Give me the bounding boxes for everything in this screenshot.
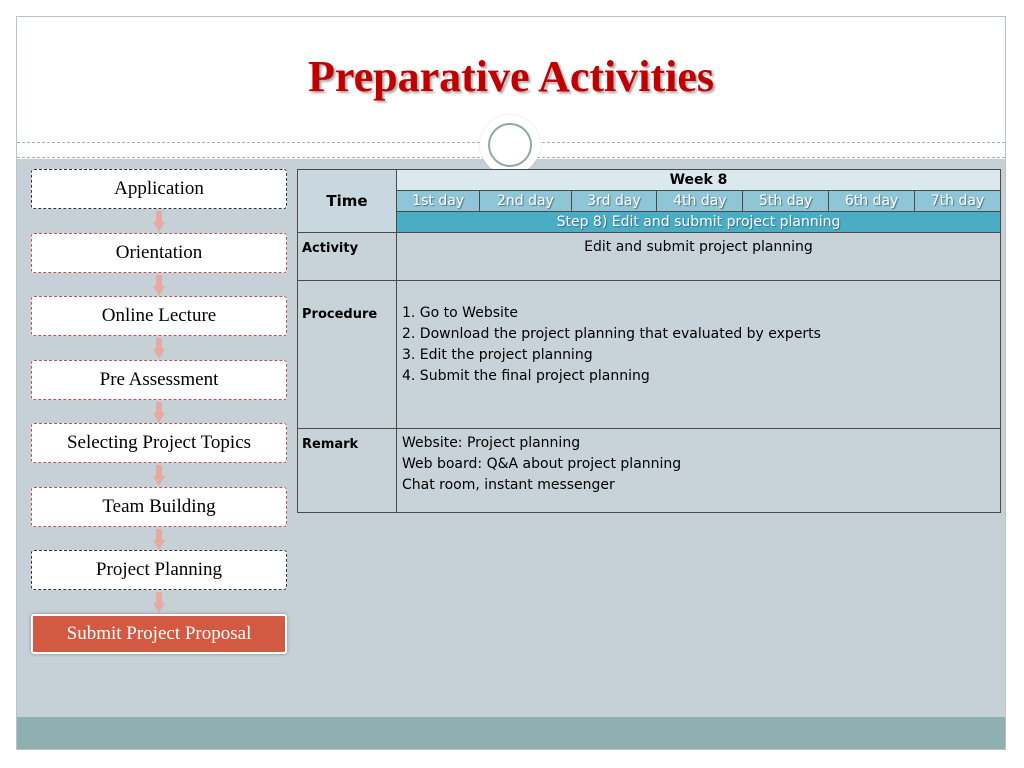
down-arrow-icon [153,275,165,297]
table-row [298,233,1001,281]
day-header: 2nd day [480,191,571,212]
down-arrow-icon [153,465,165,487]
down-arrow-icon [153,592,165,614]
table-row [298,212,1001,233]
ring-ornament-icon [480,115,540,175]
table-row [298,191,1001,212]
week-header: Week 8 [397,170,1001,191]
procedure-label: Procedure [298,281,397,429]
flow-step-project-planning: Project Planning [31,550,287,590]
procedure-line: 3. Edit the project planning [402,347,593,363]
down-arrow-icon [153,338,165,360]
down-arrow-icon [153,211,165,233]
activity-value: Edit and submit project planning [397,233,1001,281]
flow-step-pre-assessment: Pre Assessment [31,360,287,400]
ring-inner [488,123,532,167]
down-arrow-icon [153,529,165,551]
table-row [298,429,1001,513]
table-row [298,281,1001,429]
day-header: 4th day [657,191,743,212]
flow-step-application: Application [31,169,287,209]
flow-step-selecting-topics: Selecting Project Topics [31,423,287,463]
table-row [298,170,1001,191]
day-header: 5th day [743,191,829,212]
procedure-line: 4. Submit the final project planning [402,368,650,384]
day-header: 3rd day [571,191,657,212]
procedure-line: 2. Download the project planning that evaluated by experts [402,326,821,342]
flow-step-team-building: Team Building [31,487,287,527]
remark-label: Remark [298,429,397,513]
footer-band [17,717,1005,749]
remark-value [397,429,1001,513]
down-arrow-icon [153,402,165,424]
procedure-line: 1. Go to Website [402,305,518,321]
activity-label: Activity [298,233,397,281]
slide [16,16,1006,750]
page-title: Preparative Activities [307,52,715,101]
day-header: 7th day [915,191,1001,212]
flow-step-online-lecture: Online Lecture [31,296,287,336]
flow-step-submit-proposal: Submit Project Proposal [31,614,287,654]
remark-line: Chat room, instant messenger [402,477,615,493]
schedule-table [297,169,1001,513]
procedure-value [397,281,1001,429]
day-header: 6th day [829,191,915,212]
remark-line: Website: Project planning [402,435,581,451]
time-header: Time [298,170,397,233]
day-header: 1st day [397,191,480,212]
step-header: Step 8) Edit and submit project planning [397,212,1001,233]
remark-line: Web board: Q&A about project planning [402,456,682,472]
flow-step-orientation: Orientation [31,233,287,273]
